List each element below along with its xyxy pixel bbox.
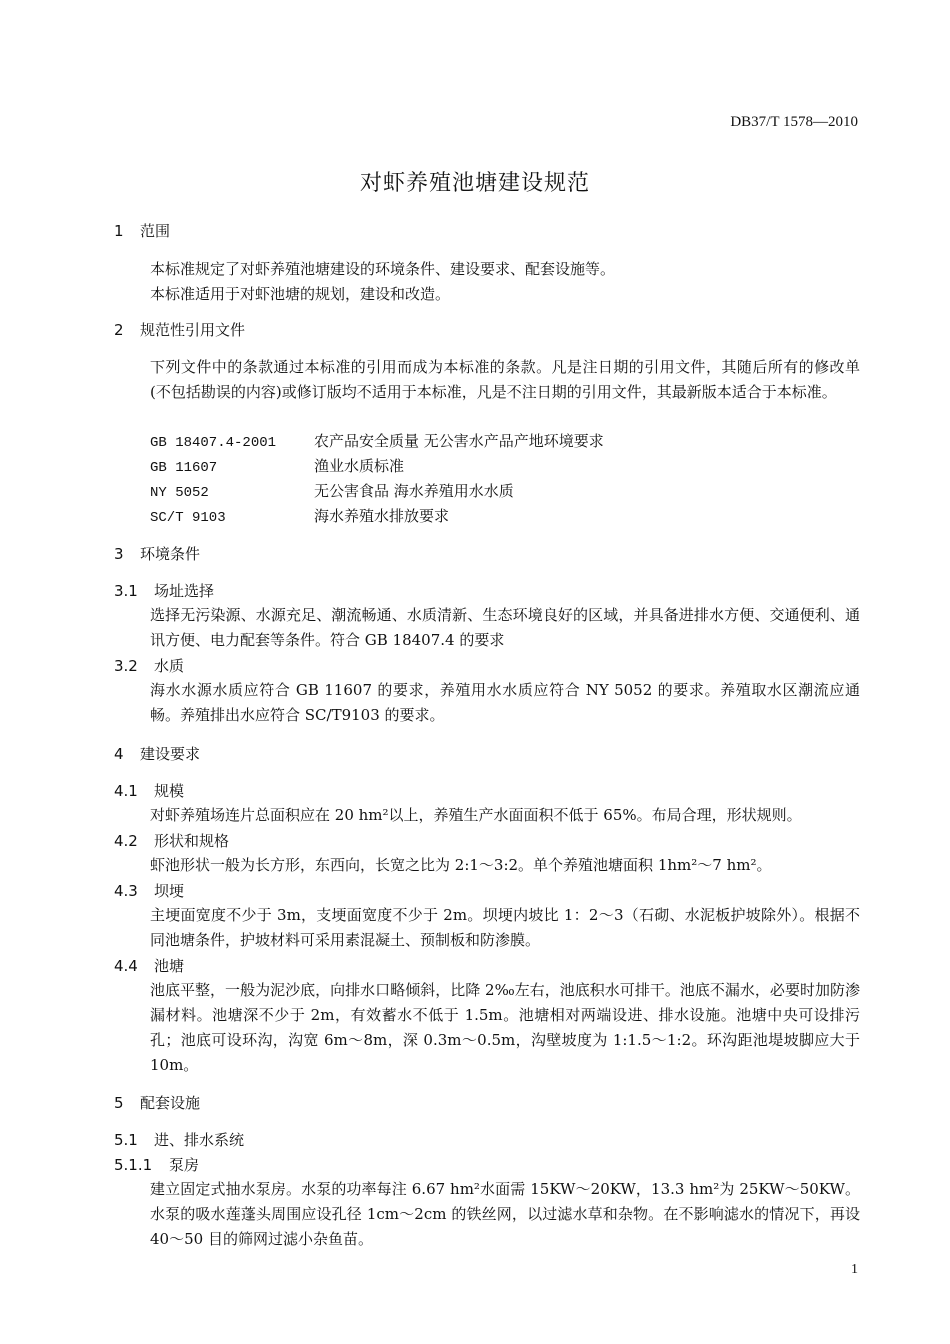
section-number: 3	[114, 545, 124, 563]
subsection-title: 进、排水系统	[154, 1131, 245, 1149]
reference-item	[150, 505, 449, 526]
subsection-title: 水质	[154, 657, 185, 675]
subsection-number: 4.4	[114, 957, 138, 975]
section-number: 2	[114, 321, 124, 339]
subsubsection-number: 5.1.1	[114, 1156, 153, 1174]
reference-title: 海水养殖水排放要求	[314, 507, 450, 525]
reference-item	[150, 480, 514, 501]
subsection-heading	[114, 830, 229, 851]
subsection-heading	[114, 655, 184, 676]
subsection-number: 4.1	[114, 782, 138, 800]
subsection-title: 池塘	[154, 957, 185, 975]
subsection-title: 规模	[154, 782, 185, 800]
subsection-title: 场址选择	[154, 582, 215, 600]
paragraph: 对虾养殖场连片总面积应在 20 hm²以上，养殖生产水面面积不低于 65%。布局合理，形状规则。	[150, 806, 802, 824]
section-title: 配套设施	[140, 1094, 201, 1112]
paragraph: 池底平整，一般为泥沙底，向排水口略倾斜，比降 2‰左右，池底积水可排干。池底不漏水，必要时加防渗漏材料。池塘深不少于 2m，有效蓄水不低于 1.5m。池塘相对两端设进、排水设施。池塘中央可设排污孔；池底可设环沟，沟宽 6m～8m，深 0.3m～0.5m，沟壁坡度为 1:1.5～1:2。环沟距池堤坡脚应大于 10m。	[150, 981, 860, 1074]
subsection-heading	[114, 1129, 244, 1150]
section-heading	[114, 1092, 200, 1113]
section-number: 1	[114, 222, 124, 240]
section-title: 规范性引用文件	[140, 321, 246, 339]
page-title: 对虾养殖池塘建设规范	[359, 171, 590, 196]
reference-title: 农产品安全质量 无公害水产品产地环境要求	[314, 432, 604, 450]
paragraph: 本标准适用于对虾池塘的规划，建设和改造。	[150, 285, 451, 303]
subsection-number: 3.2	[114, 657, 138, 675]
section-title: 环境条件	[140, 545, 201, 563]
subsubsection-heading	[114, 1154, 199, 1175]
subsection-number: 4.2	[114, 832, 138, 850]
reference-code: GB 11607	[150, 460, 218, 476]
reference-code: GB 18407.4-2001	[150, 435, 277, 451]
page-number: 1	[851, 1262, 858, 1277]
reference-item	[150, 430, 604, 451]
document-number: DB37/T 1578—2010	[730, 114, 858, 130]
subsection-heading	[114, 880, 184, 901]
section-title: 范围	[140, 222, 171, 240]
section-heading	[114, 220, 170, 241]
section-number: 4	[114, 745, 124, 763]
subsection-number: 5.1	[114, 1131, 138, 1149]
section-number: 5	[114, 1094, 124, 1112]
reference-item	[150, 455, 404, 476]
reference-title: 无公害食品 海水养殖用水水质	[314, 482, 514, 500]
paragraph: 建立固定式抽水泵房。水泵的功率每注 6.67 hm²水面需 15KW～20KW，13.3 hm²为 25KW～50KW。水泵的吸水莲蓬头周围应设孔径 1cm～2cm 的铁丝网，以过滤水草和杂物。在不影响滤水的情况下，再设 40～50 目的筛网过滤小杂鱼苗。	[150, 1180, 860, 1248]
paragraph: 本标准规定了对虾养殖池塘建设的环境条件、建设要求、配套设施等。	[150, 260, 616, 278]
section-heading	[114, 543, 200, 564]
reference-title: 渔业水质标准	[314, 457, 405, 475]
paragraph: 海水水源水质应符合 GB 11607 的要求，养殖用水水质应符合 NY 5052 的要求。养殖取水区潮流应通畅。养殖排出水应符合 SC/T9103 的要求。	[150, 681, 860, 724]
section-heading	[114, 319, 245, 340]
subsection-title: 形状和规格	[154, 832, 230, 850]
reference-code: SC/T 9103	[150, 510, 226, 526]
reference-code: NY 5052	[150, 485, 209, 501]
subsection-heading	[114, 955, 184, 976]
section-heading	[114, 743, 200, 764]
paragraph: 主埂面宽度不少于 3m，支埂面宽度不少于 2m。坝埂内坡比 1：2～3（石砌、水泥板护坡除外）。根据不同池塘条件，护坡材料可采用素混凝土、预制板和防渗膜。	[150, 906, 860, 949]
subsection-heading	[114, 780, 184, 801]
paragraph: 下列文件中的条款通过本标准的引用而成为本标准的条款。凡是注日期的引用文件，其随后所有的修改单(不包括勘误的内容)或修订版均不适用于本标准，凡是不注日期的引用文件，其最新版本适合于本标准。	[150, 358, 860, 401]
subsection-number: 4.3	[114, 882, 138, 900]
paragraph: 选择无污染源、水源充足、潮流畅通、水质清新、生态环境良好的区域，并具备进排水方便、交通便利、通讯方便、电力配套等条件。符合 GB 18407.4 的要求	[150, 606, 860, 649]
subsubsection-title: 泵房	[169, 1156, 200, 1174]
subsection-title: 坝埂	[154, 882, 185, 900]
subsection-number: 3.1	[114, 582, 138, 600]
section-title: 建设要求	[140, 745, 201, 763]
paragraph: 虾池形状一般为长方形，东西向，长宽之比为 2:1～3:2。单个养殖池塘面积 1hm²～7 hm²。	[150, 856, 772, 874]
subsection-heading	[114, 580, 214, 601]
